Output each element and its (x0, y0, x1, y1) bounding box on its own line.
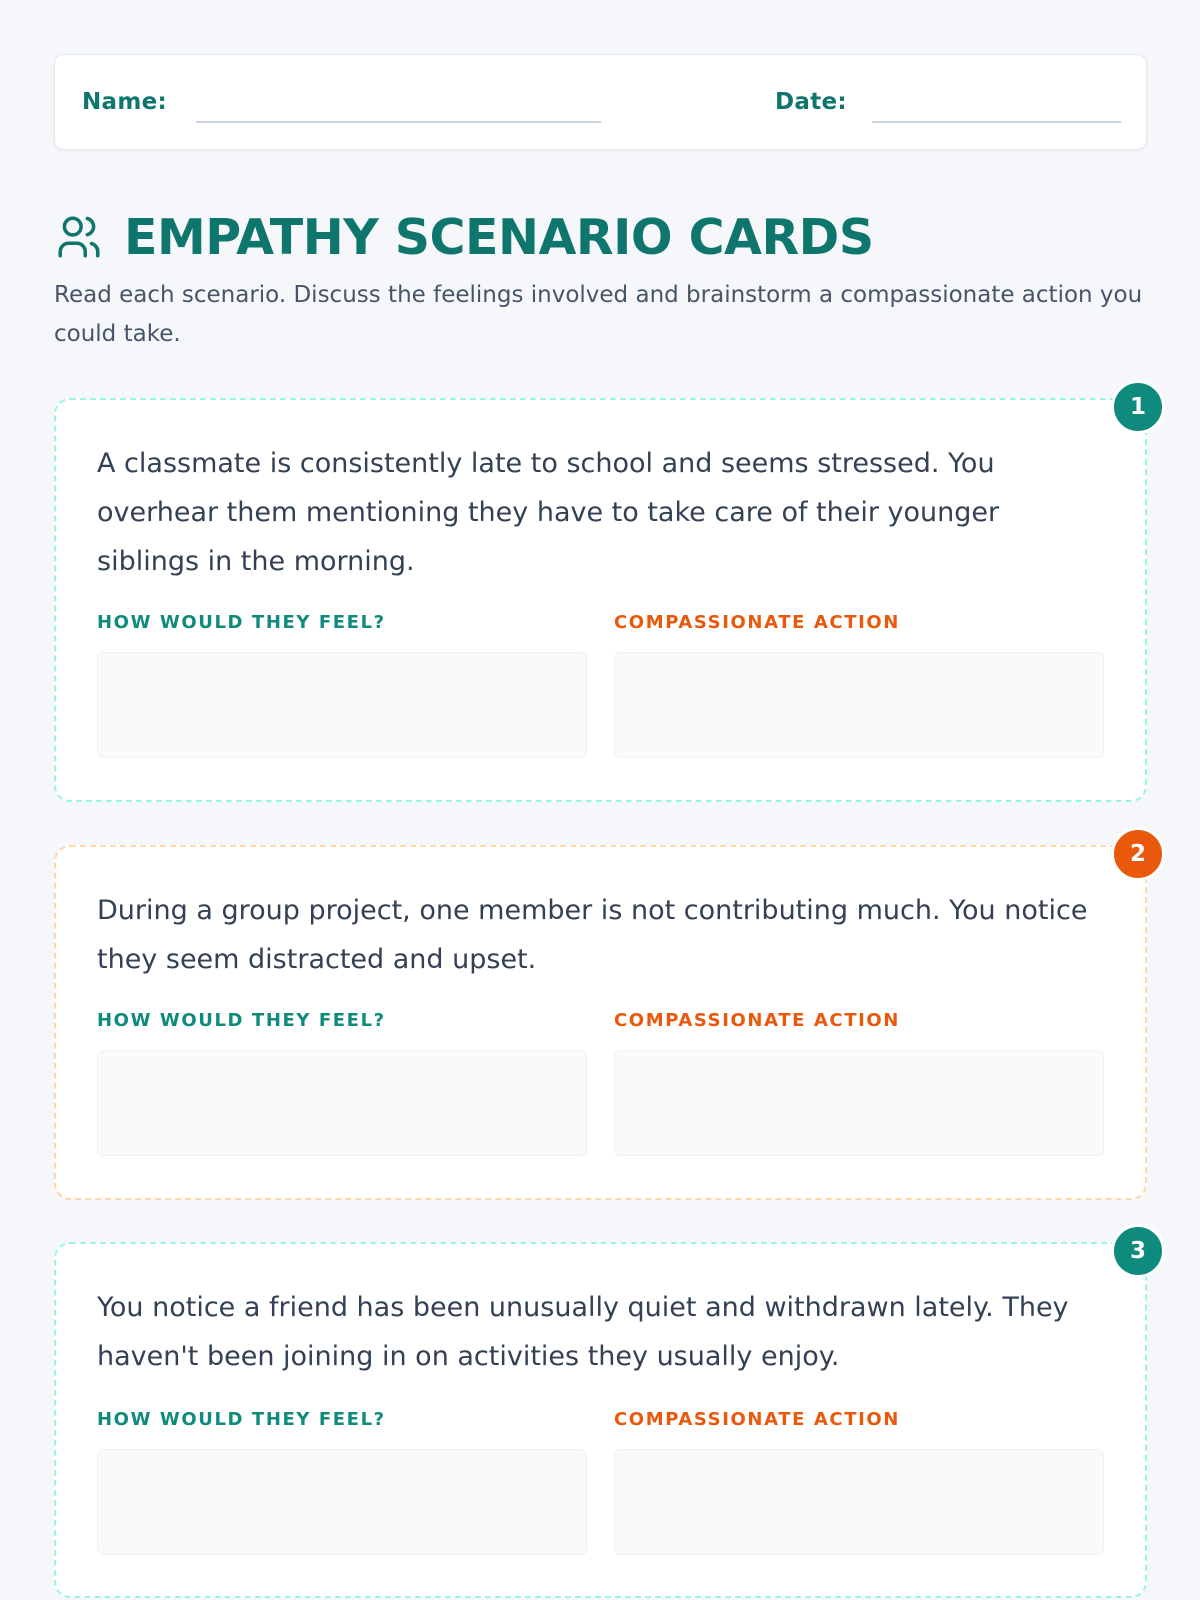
feel-answer-box[interactable] (97, 1050, 587, 1156)
action-label: COMPASSIONATE ACTION (614, 1010, 900, 1031)
action-label: COMPASSIONATE ACTION (614, 1409, 900, 1430)
title-row (54, 204, 874, 270)
feel-answer-box[interactable] (97, 652, 587, 758)
users-icon (54, 212, 104, 262)
date-label: Date: (775, 89, 847, 115)
scenario-text: During a group project, one member is not contributing much. You notice they seem distracted and upset. (97, 895, 1088, 975)
worksheet-page (54, 54, 1147, 1430)
scenario-number-badge: 3 (1111, 1224, 1165, 1278)
scenario-number-badge: 2 (1111, 827, 1165, 881)
scenario-text: A classmate is consistently late to school and seems stressed. You overhear them mentioning they have to take care of their younger siblings in the morning. (97, 448, 1000, 577)
date-field[interactable] (872, 121, 1121, 123)
page-title: EMPATHY SCENARIO CARDS (124, 208, 874, 266)
scenario-card-2 (54, 841, 1147, 1200)
action-answer-box[interactable] (614, 1050, 1104, 1156)
name-field[interactable] (196, 121, 601, 123)
name-label: Name: (82, 89, 168, 115)
name-date-card (54, 54, 1147, 150)
scenario-number-badge: 1 (1111, 380, 1165, 434)
scenario-card-3 (54, 1238, 1147, 1598)
scenario-text: You notice a friend has been unusually quiet and withdrawn lately. They haven't been joining in on activities they usually enjoy. (97, 1292, 1069, 1372)
action-answer-box[interactable] (614, 652, 1104, 758)
action-label: COMPASSIONATE ACTION (614, 612, 900, 633)
feel-answer-box[interactable] (97, 1449, 587, 1555)
feel-label: HOW WOULD THEY FEEL? (97, 1010, 386, 1031)
instructions: Read each scenario. Discuss the feelings involved and brainstorm a compassionate action you could take. (54, 282, 1143, 347)
scenario-card-1 (54, 394, 1147, 802)
action-answer-box[interactable] (614, 1449, 1104, 1555)
feel-label: HOW WOULD THEY FEEL? (97, 612, 386, 633)
feel-label: HOW WOULD THEY FEEL? (97, 1409, 386, 1430)
